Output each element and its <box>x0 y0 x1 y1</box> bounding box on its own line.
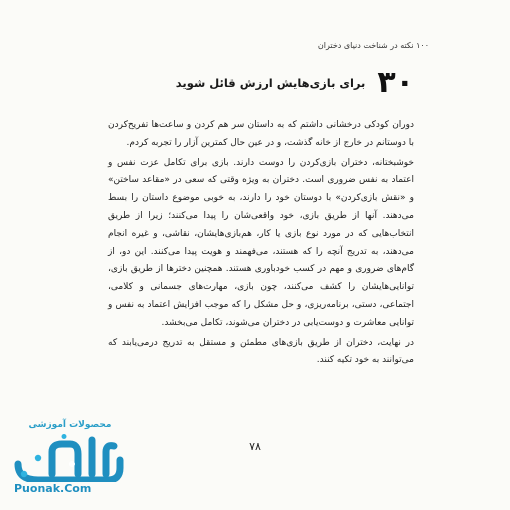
logo-tagline: محصولات آموزشی <box>28 420 112 430</box>
body-text <box>108 117 414 370</box>
logo-site-name: Puonak.Com <box>14 482 92 495</box>
chapter-heading <box>175 65 414 100</box>
paragraph-3: در نهایت، دختران از طریق بازی‌های مطمئن و مستقل به تدریج درمی‌یابند که می‌توانند به خود تکیه کنند. <box>108 337 414 366</box>
running-header: ۱۰۰ نکته در شناخت دنیای دختران <box>317 41 429 50</box>
paragraph-1: دوران کودکی درخشانی داشتم که به داستان سر هم کردن و ساعت‌ها تفریح‌کردن با دوستانم در خارج از خانه گذشت، و در عین حال کمترین آزار را تجربه کردم. <box>108 120 414 148</box>
watermark-logo <box>8 420 128 500</box>
chapter-number: ۳۰ <box>377 65 414 100</box>
chapter-title: برای بازی‌هایش ارزش قائل شوید <box>175 76 366 90</box>
page-number: ۷۸ <box>249 440 261 453</box>
paragraph-2: خوشبختانه، دختران بازی‌کردن را دوست دارند. بازی برای تکامل عزت نفس و اعتماد به نفس ضروری است. دختران به ویژه وقتی که سعی در «مقاعد ساختن» و «نقش بازی‌کردن» با دوستان خود را دارند، به خوبی موضوع داستان را بسط می‌دهند. آنها از طریق بازی، خود واقعی‌شان را پیدا می‌کنند؛ زیرا از طریق انتخاب‌هایی که در مورد نوع بازی یا کار، هم‌بازی‌هایشان، نقاشی، و غیره انجام می‌دهند، به تدریج آنچه را که هستند، می‌فهمند و هویت پیدا می‌کنند. این دو، از گام‌های ضروری و مهم در کسب خودباوری هستند. همچنین دخترها از طریق بازی، توانایی‌هایشان را کشف می‌کنند، چون بازی، مهارت‌های جسمانی و کلامی، اجتماعی، دستی، برنامه‌ریزی، و حل مشکل را که موجب افزایش اعتماد به نفس و توانایی معاشرت و دوست‌یابی در دختران می‌شوند، تکامل می‌بخشد. <box>108 157 414 328</box>
puonak-logo-icon <box>12 434 124 482</box>
